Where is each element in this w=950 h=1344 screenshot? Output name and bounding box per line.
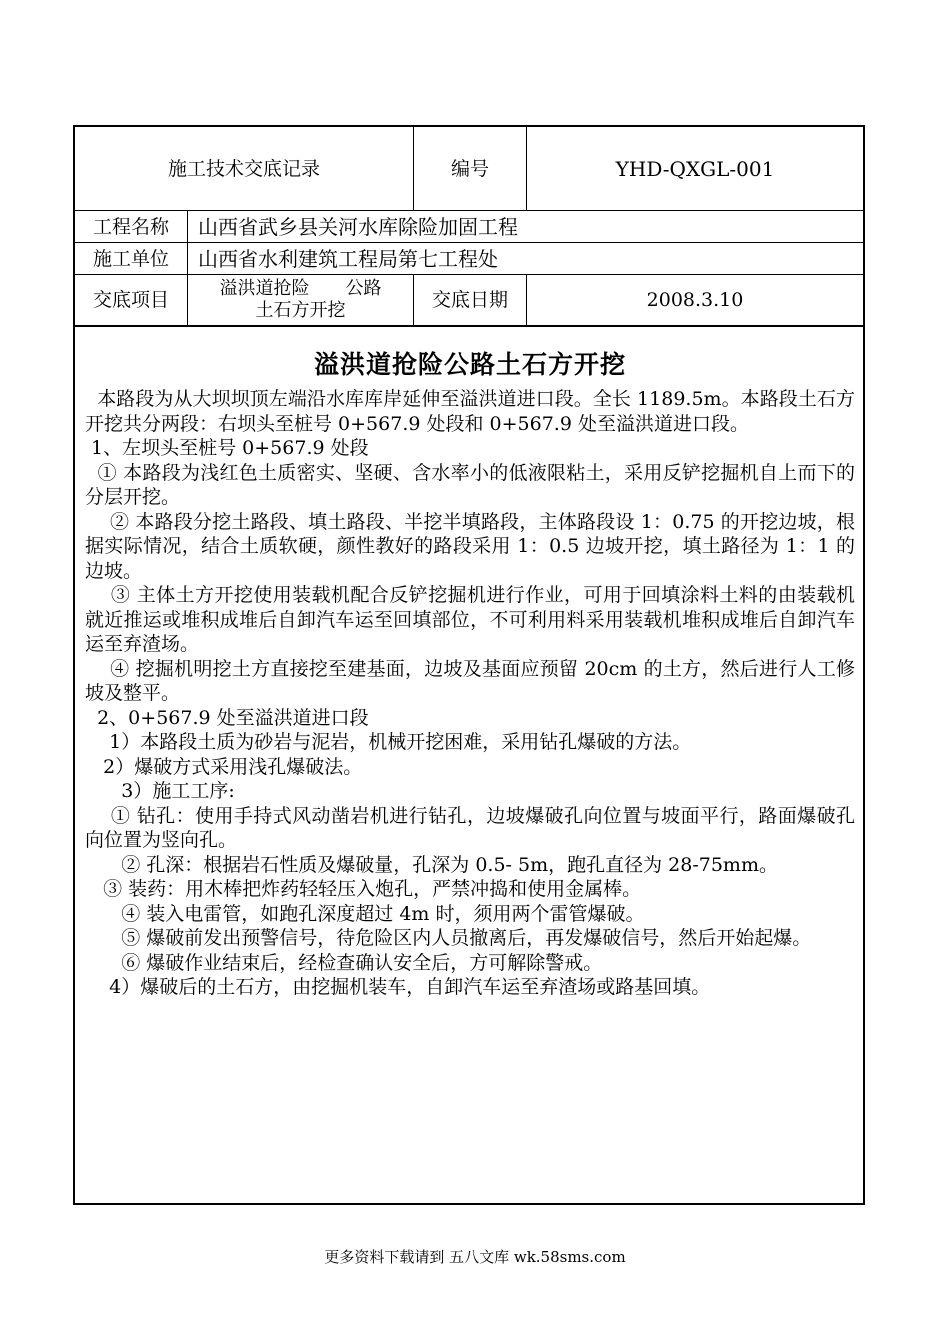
content-title: 溢洪道抢险公路土石方开挖 [313, 350, 626, 379]
project-label: 工程名称 [75, 211, 188, 242]
record-title: 施工技术交底记录 [75, 127, 414, 210]
paragraph: 本路段为从大坝坝顶左端沿水库库岸延伸至溢洪道进口段。全长 1189.5m。本路段土石方开挖共分两段：右坝头至桩号 0+567.9 处段和 0+567.9 处至溢洪道进口段。 [85, 388, 855, 435]
item-value-line1: 溢洪道抢险 公路 [219, 278, 382, 299]
disclosure-content [75, 327, 863, 1000]
paragraph: ② 本路段分挖土路段、填土路段、半挖半填路段，主体路段设 1：0.75 的开挖边坡，根据实际情况，结合土质软硬，颜性教好的路段采用 1：0.5 边坡开挖，填土路径为 1：1 的边坡。 [85, 510, 855, 582]
technical-disclosure-record-table [73, 125, 865, 1205]
item-label: 交底项目 [75, 275, 188, 325]
project-name-row [75, 211, 863, 243]
paragraph: 1、左坝头至桩号 0+567.9 处段 [85, 437, 369, 459]
project-value: 山西省武乡县关河水库除险加固工程 [198, 214, 518, 239]
paragraph: ② 孔深：根据岩石性质及爆破量，孔深为 0.5- 5m，跑孔直径为 28-75mm。 [85, 853, 778, 876]
paragraph: ⑥ 爆破作业结束后，经检查确认安全后，方可解除警戒。 [85, 951, 603, 974]
date-value: 2008.3.10 [646, 289, 744, 311]
paragraph: ① 钻孔：使用手持式风动凿岩机进行钻孔，边坡爆破孔向位置与坡面平行，路面爆破孔向位置为竖向孔。 [85, 804, 855, 851]
paragraph: ⑤ 爆破前发出预警信号，待危险区内人员撤离后，再发爆破信号，然后开始起爆。 [85, 927, 812, 949]
paragraph: 1）本路段土质为砂岩与泥岩，机械开挖困难，采用钻孔爆破的方法。 [85, 731, 692, 753]
header-row [75, 127, 863, 211]
construction-unit-row [75, 243, 863, 275]
footer-link[interactable]: 更多资料下载请到 五八文库 wk.58sms.com [324, 1248, 626, 1266]
number-label: 编号 [414, 127, 527, 210]
paragraph: ③ 装药：用木棒把炸药轻轻压入炮孔，严禁冲捣和使用金属棒。 [85, 878, 642, 900]
paragraph: 3）施工工序: [85, 780, 235, 802]
unit-value: 山西省水利建筑工程局第七工程处 [198, 246, 498, 271]
unit-label: 施工单位 [75, 243, 188, 274]
paragraph: 4）爆破后的土石方，由挖掘机装车，自卸汽车运至弃渣场或路基回填。 [85, 976, 711, 998]
item-value [188, 275, 414, 325]
paragraph: ③ 主体土方开挖使用装载机配合反铲挖掘机进行作业，可用于回填涂料土料的由装载机就近推运或堆积成堆后自卸汽车运至回填部位，不可利用料采用装载机堆积成堆后自卸汽车运至弃渣场。 [85, 584, 855, 655]
number-value: YHD-QXGL-001 [615, 156, 775, 181]
date-label: 交底日期 [414, 275, 527, 325]
paragraph: ④ 装入电雷管，如跑孔深度超过 4m 时，须用两个雷管爆破。 [85, 902, 645, 925]
paragraph: 2）爆破方式采用浅孔爆破法。 [85, 755, 363, 778]
item-value-line2: 土石方开挖 [255, 300, 346, 321]
paragraph: 2、0+567.9 处至溢洪道进口段 [85, 706, 369, 729]
paragraph: ④ 挖掘机明挖土方直接挖至建基面，边坡及基面应预留 20cm 的土方，然后进行人工修坡及整平。 [85, 657, 855, 704]
paragraph: ① 本路段为浅红色土质密实、坚硬、含水率小的低液限粘土，采用反铲挖掘机自上而下的分层开挖。 [85, 461, 855, 508]
disclosure-item-row [75, 275, 863, 327]
